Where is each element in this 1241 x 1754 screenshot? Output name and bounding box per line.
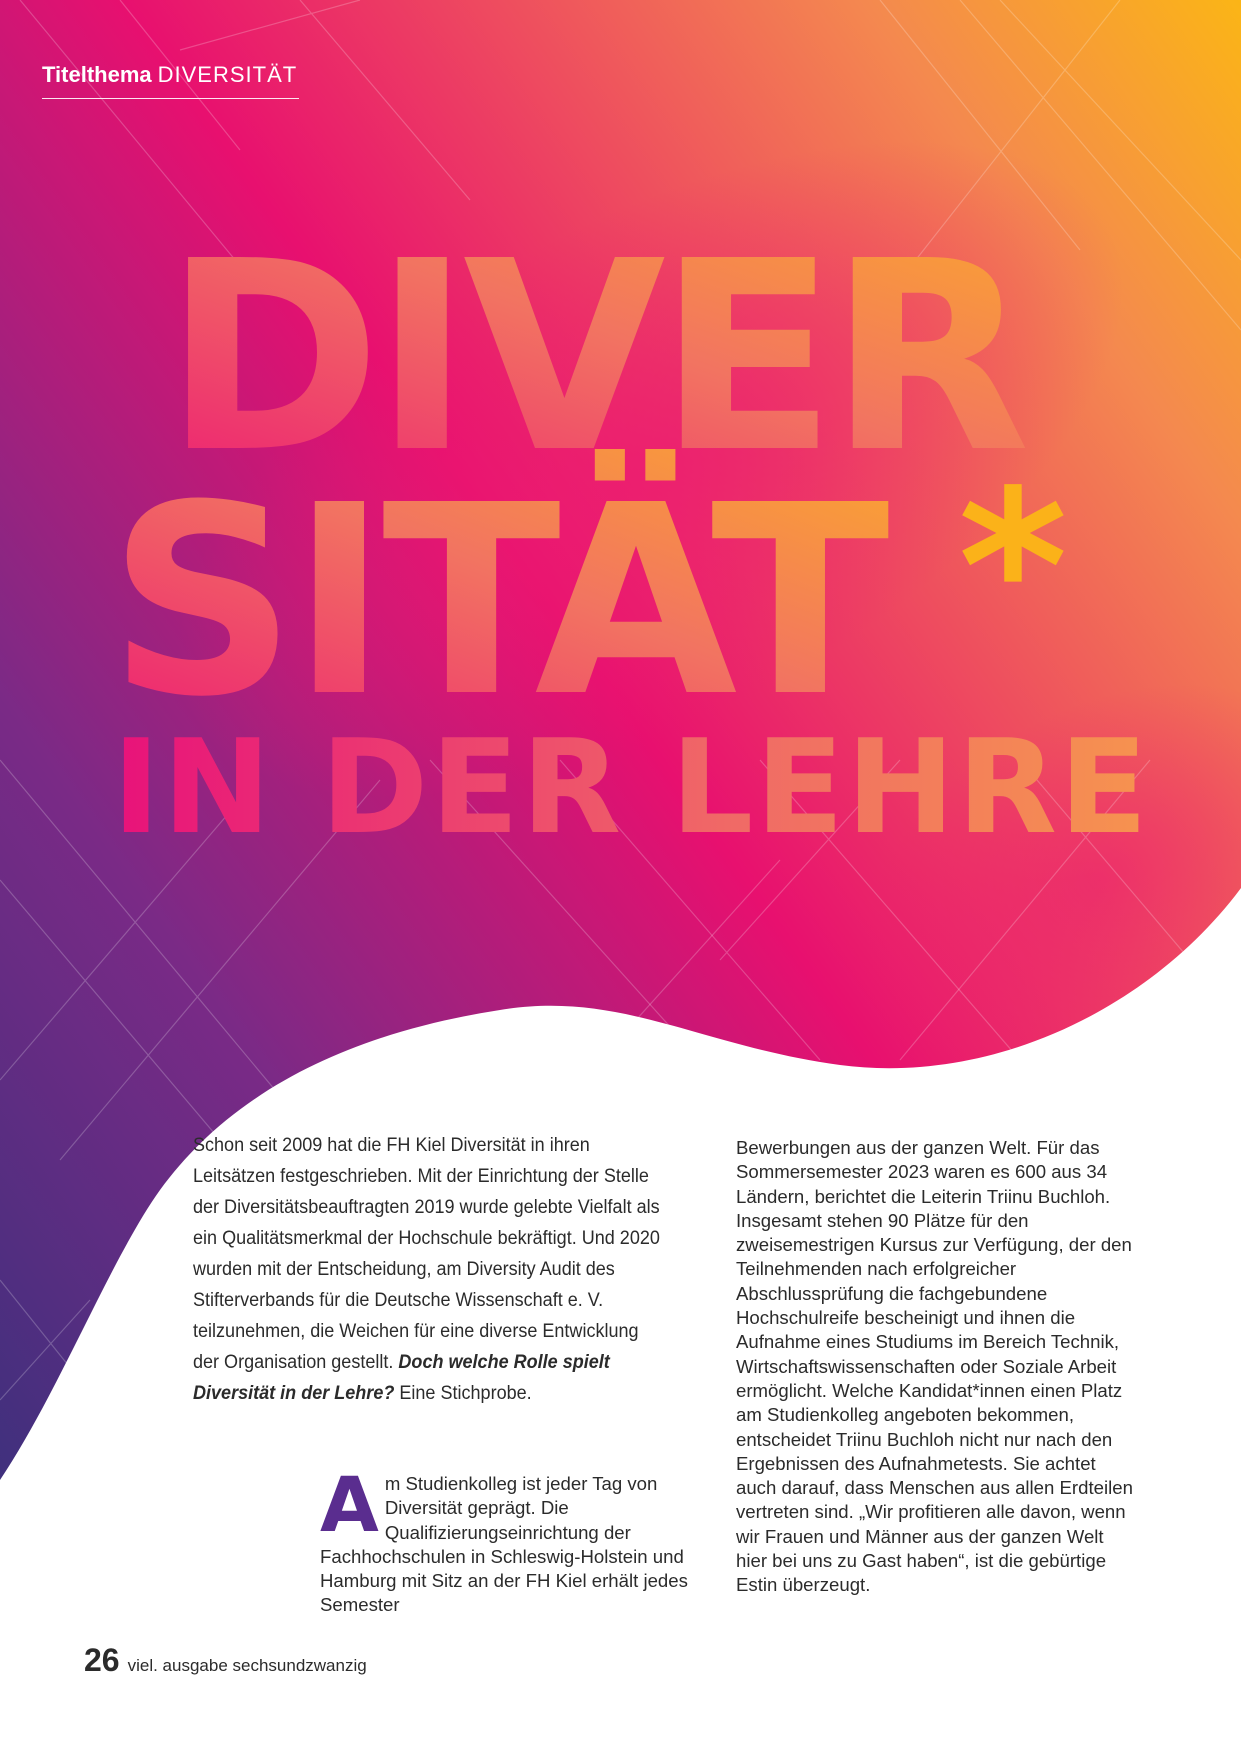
main-title xyxy=(108,205,1150,863)
intro-question: Doch welche Rolle spielt Diversität in der Lehre? xyxy=(193,1351,610,1404)
body-column-1 xyxy=(320,1460,695,1618)
page-number: 26 xyxy=(84,1642,120,1678)
section-label: Titelthema xyxy=(42,62,152,87)
body-text-2: Bewerbungen aus der ganzen Welt. Für das Sommersemester 2023 waren es 600 aus 34 Ländern, berichtet die Leiterin Triinu Buchloh. Insgesamt stehen 90 Plätze für den zweisemestrigen Kursus zur Verfügung, der den Teilnehmenden nach erfolgreicher Abschlussprüfung die fachgebundene Hochschulreife bescheinigt und ihnen die Aufnahme eines Studiums im Bereich Technik, Wirtschaftswissenschaften oder Soziale Arbeit ermöglicht. Welche Kandidat*innen einen Platz am Studienkolleg angeboten bekommen, entscheidet Triinu Buchloh nicht nur nach den Ergebnissen des Aufnahmetests. Sie achtet auch darauf, dass Menschen aus allen Erdteilen vertreten sind. „Wir profitieren alle davon, wenn wir Frauen und Männer aus der ganzen Welt hier bei uns zu Gast haben“, ist die gebürtige Estin überzeugt. xyxy=(736,1137,1133,1596)
title-line-1: DIVER xyxy=(164,205,1023,510)
section-topic: DIVERSITÄT xyxy=(157,62,298,87)
title-line-2: SITÄT xyxy=(108,449,884,754)
body-text-1: m Studienkolleg ist jeder Tag von Diversität geprägt. Die Qualifizierungseinrichtung der Fachhochschulen in Schleswig-Holstein und Hamburg mit Sitz an der FH Kiel erhält jedes Semester xyxy=(320,1473,688,1616)
drop-cap: A xyxy=(320,1460,379,1549)
page-footer xyxy=(84,1642,367,1679)
section-kicker xyxy=(42,62,299,99)
title-asterisk: * xyxy=(958,445,1068,690)
intro-text: Schon seit 2009 hat die FH Kiel Diversität in ihren Leitsätzen festgeschrieben. Mit der Einrichtung der Stelle der Diversitätsbeauftragten 2019 wurde gelebte Vielfalt als ein Qualitätsmerkmal der Hochschule bekräftigt. Und 2020 wurden mit der Entscheidung, am Diversity Audit des Stifterverbands für die Deutsche Wissenschaft e. V. teilzunehmen, die Weichen für eine diverse Entwicklung der Organisation gestellt. xyxy=(193,1134,660,1373)
body-column-2 xyxy=(736,1136,1136,1598)
intro-paragraph xyxy=(193,1130,662,1409)
intro-closing: Eine Stichprobe. xyxy=(399,1382,532,1404)
magazine-issue: viel. ausgabe sechsundzwanzig xyxy=(127,1656,367,1675)
title-line-3: IN DER LEHRE xyxy=(112,711,1150,863)
